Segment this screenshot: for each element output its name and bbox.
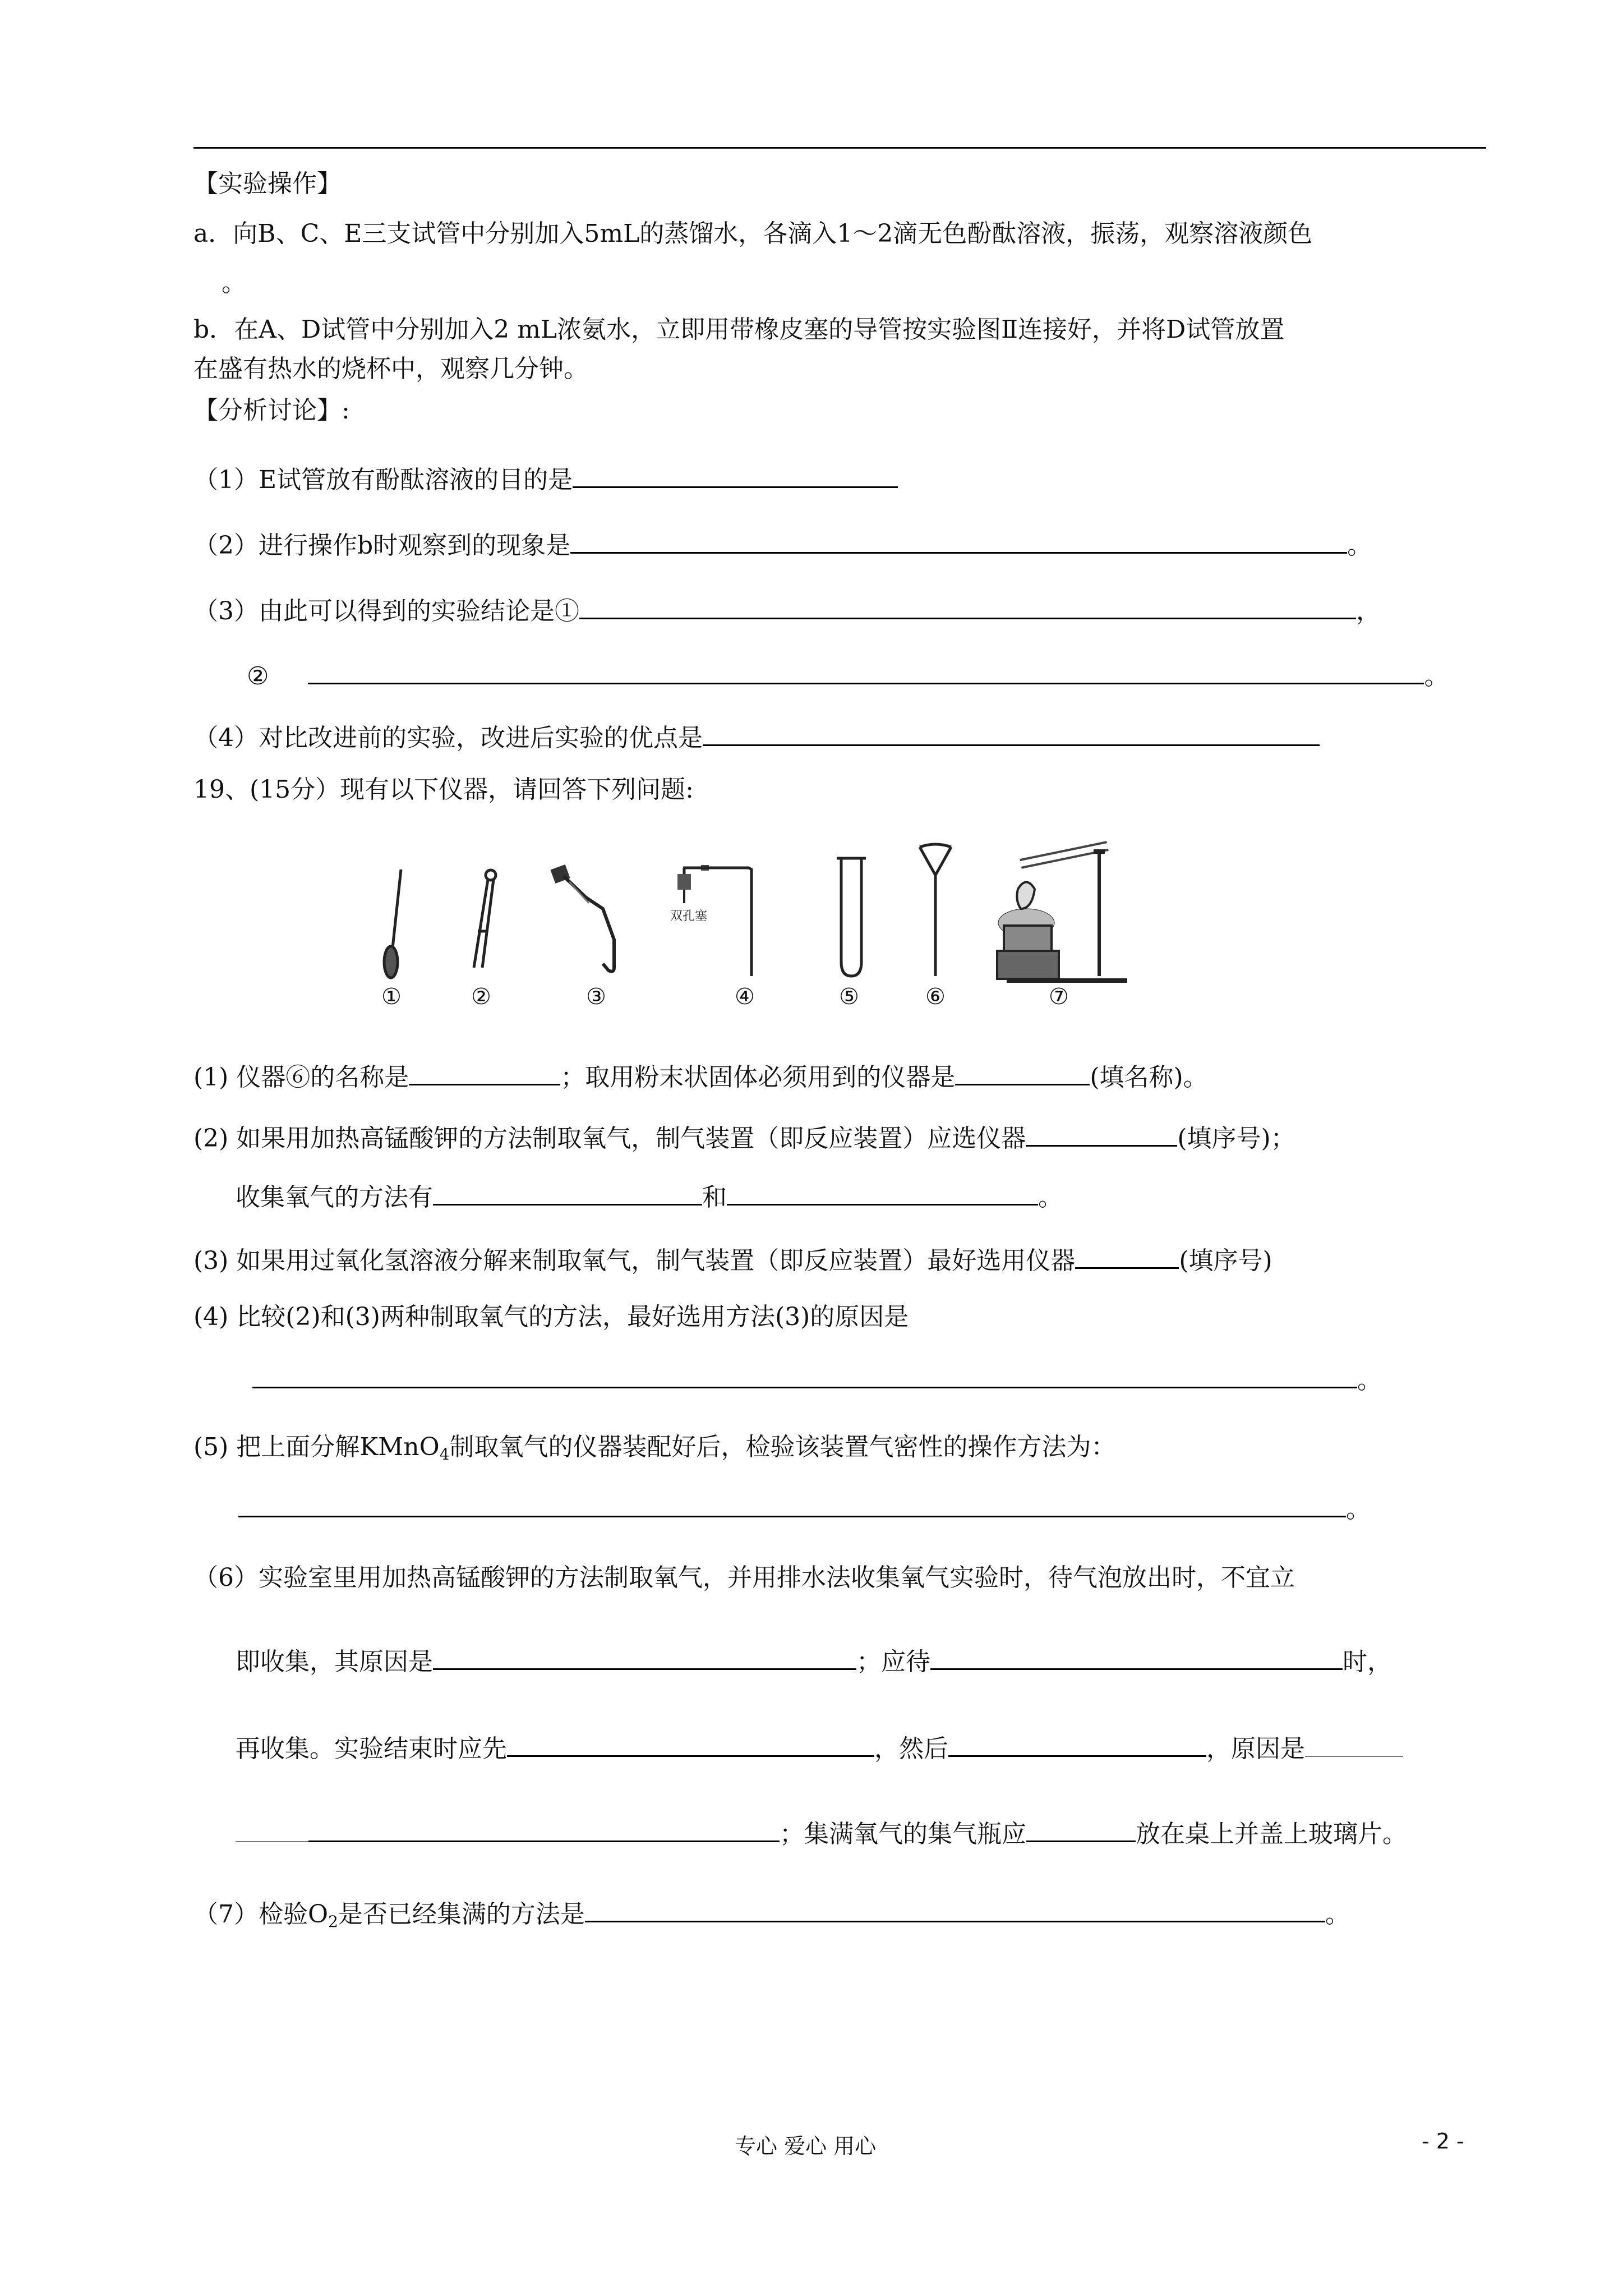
instrument-label-1: ① xyxy=(381,984,402,1010)
header-rule xyxy=(193,147,1486,149)
instrument-1-spoon-icon xyxy=(384,869,401,978)
sub-question-2-text-d: 和 xyxy=(702,1183,727,1212)
instrument-label-5: ⑤ xyxy=(839,984,859,1010)
question-2 xyxy=(193,527,1372,563)
answer-blank-q3-2[interactable] xyxy=(308,658,1424,684)
sub-question-5-answer xyxy=(238,1491,1371,1526)
sub-question-6-text-b: 即收集，其原因是 xyxy=(236,1648,433,1676)
sub-question-1-text-b: ；取用粉末状固体必须用到的仪器是 xyxy=(560,1063,956,1092)
instrument-label-2: ② xyxy=(471,984,491,1010)
instrument-label-7: ⑦ xyxy=(1049,984,1069,1010)
sub-question-1-text-a: (1) 仪器⑥的名称是 xyxy=(193,1063,409,1092)
answer-blank-s7[interactable] xyxy=(585,1896,1325,1922)
answer-blank-q2[interactable] xyxy=(570,527,1347,554)
sub-question-7-subscript: 2 xyxy=(328,1912,338,1931)
section-heading-analysis: 【分析讨论】: xyxy=(193,396,350,425)
sub-question-5-end: 。 xyxy=(1346,1495,1371,1524)
question-4-text: （4）对比改进前的实验，改进后实验的优点是 xyxy=(193,724,703,752)
section-heading-operation: 【实验操作】 xyxy=(193,169,342,198)
answer-blank-s1-2[interactable] xyxy=(955,1059,1090,1085)
question-2-text: （2）进行操作b时观察到的现象是 xyxy=(193,531,571,560)
sub-question-2 xyxy=(193,1120,1295,1156)
answer-blank-s5[interactable] xyxy=(238,1491,1346,1517)
sub-question-4-answer xyxy=(252,1362,1382,1397)
answer-blank-s6-5-cont[interactable] xyxy=(236,1816,308,1842)
question-3-part2-end: 。 xyxy=(1424,662,1449,691)
instrument-label-6: ⑥ xyxy=(925,984,946,1010)
instrument-5-test-tube-icon xyxy=(837,858,866,976)
sub-question-3-text-a: (3) 如果用过氧化氢溶液分解来制取氧气，制气装置（即反应装置）最好选用仪器 xyxy=(193,1246,1076,1275)
answer-blank-s2-2[interactable] xyxy=(433,1179,702,1205)
question-3-part2 xyxy=(247,658,1449,693)
sub-question-7 xyxy=(193,1896,1350,1939)
question-3-end: ， xyxy=(1356,597,1381,625)
answer-blank-q1[interactable] xyxy=(573,462,898,488)
operation-a-line1: a．向B、C、E三支试管中分别加入5mL的蒸馏水，各滴入1～2滴无色酚酞溶液，振荡，观察溶液颜色 xyxy=(193,219,1313,248)
instrument-4-two-hole-stopper-icon xyxy=(670,865,751,976)
instrument-6-funnel-icon xyxy=(920,844,951,976)
sub-question-2-text-a: (2) 如果用加热高锰酸钾的方法制取氧气，制气装置（即反应装置）应选仪器 xyxy=(193,1124,1026,1153)
sub-question-6-text-e: 再收集。实验结束时应先 xyxy=(236,1734,507,1763)
sub-question-6-text-c: ；应待 xyxy=(856,1648,930,1676)
answer-blank-s2-1[interactable] xyxy=(1026,1120,1177,1147)
answer-blank-s3[interactable] xyxy=(1075,1243,1179,1269)
instrument-2-tongs-icon xyxy=(474,870,496,968)
sub-question-4-end: 。 xyxy=(1357,1366,1382,1395)
question-3-part2-marker: ② xyxy=(247,662,269,691)
instrument-label-3: ③ xyxy=(586,984,606,1010)
sub-question-5 xyxy=(193,1430,1115,1471)
sub-question-6-text-h: ；集满氧气的集气瓶应 xyxy=(780,1820,1026,1848)
sub-question-6-line3 xyxy=(236,1731,1403,1766)
operation-b-line1: b．在A、D试管中分别加入2 mL浓氨水，立即用带橡皮塞的导管按实验图Ⅱ连接好，并将D试管放置 xyxy=(193,315,1285,344)
footer-page-number: - 2 - xyxy=(1422,2129,1464,2154)
sub-question-6-text-d: 时， xyxy=(1343,1648,1392,1676)
question-3-text: （3）由此可以得到的实验结论是① xyxy=(193,597,579,625)
operation-a-line2: 。 xyxy=(222,269,246,297)
sub-question-3 xyxy=(193,1243,1272,1278)
answer-blank-s4[interactable] xyxy=(252,1362,1357,1388)
sub-question-7-text-a: （7）检验O xyxy=(193,1900,329,1929)
sub-question-6-text-f: ，然后 xyxy=(874,1734,948,1763)
question-3 xyxy=(193,593,1381,628)
sub-question-6-text-i: 放在桌上并盖上玻璃片。 xyxy=(1136,1820,1407,1848)
answer-blank-s2-3[interactable] xyxy=(727,1179,1038,1205)
question-1 xyxy=(193,462,898,497)
sub-question-7-end: 。 xyxy=(1325,1900,1350,1929)
sub-question-6-line4 xyxy=(236,1816,1407,1851)
sub-question-7-text-b: 是否已经集满的方法是 xyxy=(338,1900,585,1929)
question-2-end: 。 xyxy=(1347,531,1372,560)
sub-question-2-cont xyxy=(236,1179,1063,1214)
question-4 xyxy=(193,720,1320,755)
answer-blank-q3-1[interactable] xyxy=(579,593,1356,619)
sub-question-6-line1: （6）实验室里用加热高锰酸钾的方法制取氧气，并用排水法收集氧气实验时，待气泡放出时，不宜立 xyxy=(193,1563,1295,1592)
answer-blank-s1-1[interactable] xyxy=(409,1059,560,1085)
sub-question-1 xyxy=(193,1059,1208,1094)
answer-blank-s6-2[interactable] xyxy=(930,1644,1343,1670)
sub-question-2-text-c: 收集氧气的方法有 xyxy=(236,1183,433,1212)
sub-question-2-text-e: 。 xyxy=(1038,1183,1063,1212)
footer-slogan: 专心 爱心 用心 xyxy=(735,2134,877,2159)
instruments-figure xyxy=(348,836,1144,1015)
instrument-label-4: ④ xyxy=(735,984,755,1010)
sub-question-1-text-c: (填名称)。 xyxy=(1090,1063,1208,1092)
sub-question-5-subscript: 4 xyxy=(439,1445,450,1464)
instrument-7-heating-apparatus-icon xyxy=(997,846,1127,981)
sub-question-4: (4) 比较(2)和(3)两种制取氧气的方法，最好选用方法(3)的原因是 xyxy=(193,1303,909,1331)
instrument-4-caption: 双孔塞 xyxy=(670,909,708,923)
problem-19-title: 19、(15分）现有以下仪器，请回答下列问题: xyxy=(193,775,694,804)
operation-b-line2: 在盛有热水的烧杯中，观察几分钟。 xyxy=(193,355,588,383)
answer-blank-s6-5[interactable] xyxy=(1305,1731,1403,1757)
sub-question-3-text-b: (填序号) xyxy=(1179,1246,1272,1275)
sub-question-6-line2 xyxy=(236,1644,1392,1679)
answer-blank-s6-4[interactable] xyxy=(948,1731,1206,1757)
sub-question-6-text-g: ，原因是 xyxy=(1206,1734,1305,1763)
answer-blank-s6-6[interactable] xyxy=(308,1816,780,1842)
sub-question-2-text-b: (填序号)； xyxy=(1177,1124,1295,1153)
answer-blank-s6-1[interactable] xyxy=(433,1644,856,1670)
sub-question-5-text-a: (5) 把上面分解KMnO xyxy=(193,1433,440,1461)
answer-blank-s6-3[interactable] xyxy=(507,1731,874,1757)
sub-question-5-text-b: 制取氧气的仪器装配好后，检验该装置气密性的操作方法为： xyxy=(449,1433,1116,1461)
question-1-text: （1）E试管放有酚酞溶液的目的是 xyxy=(193,466,573,494)
answer-blank-s6-7[interactable] xyxy=(1026,1816,1136,1842)
answer-blank-q4[interactable] xyxy=(703,720,1320,746)
instrument-3-delivery-tube-icon xyxy=(550,864,614,972)
